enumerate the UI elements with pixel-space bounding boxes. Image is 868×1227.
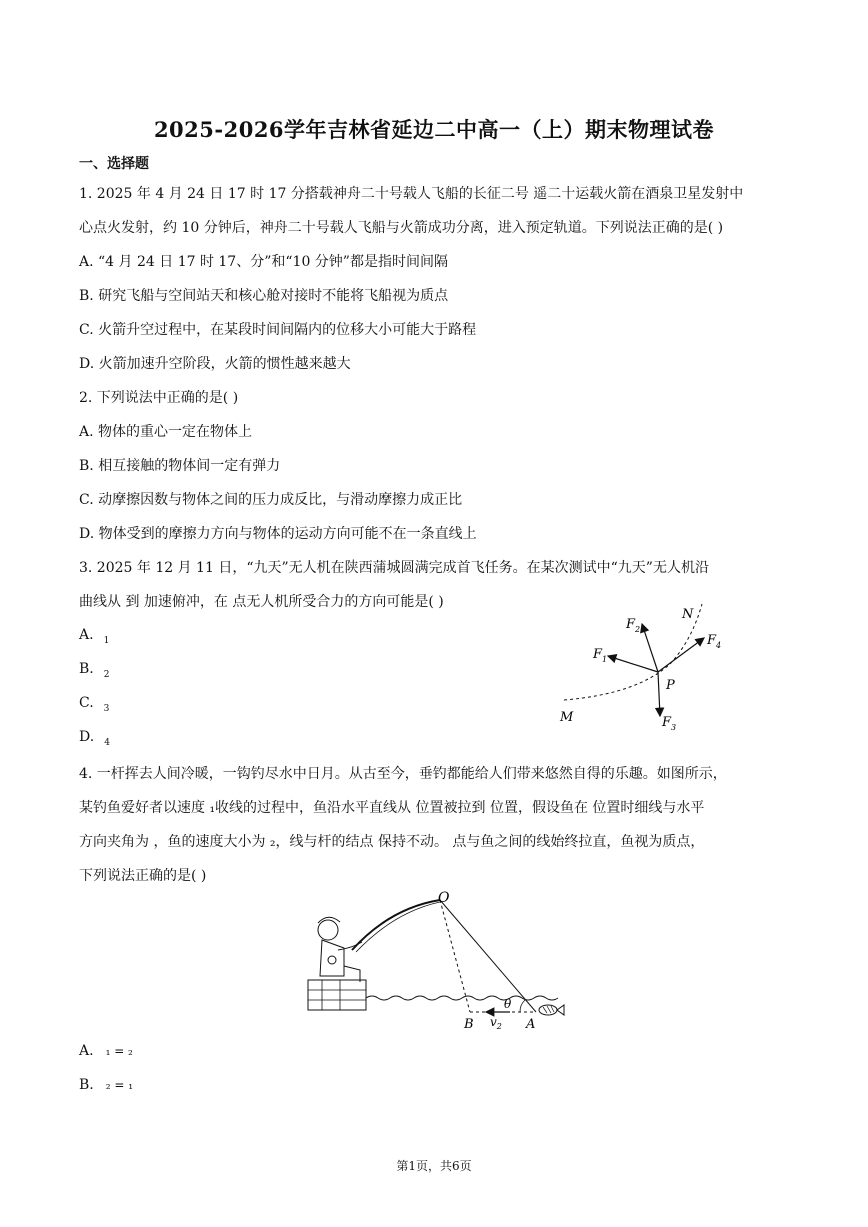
label-m: M: [560, 710, 574, 725]
label-f2: $F_2$: [626, 617, 641, 634]
force-f1-arrow: [608, 656, 658, 672]
q3-option-d-label: D.: [79, 729, 95, 745]
q2-option-a: A. 物体的重心一定在物体上: [79, 424, 253, 440]
q4-option-b: [79, 1077, 133, 1093]
q3-force-diagram: [552, 596, 752, 736]
q1-option-d: D. 火箭加速升空阶段，火箭的惯性越来越大: [79, 356, 351, 372]
q3-option-d: [79, 729, 110, 748]
page-footer: 第1页，共6页: [396, 1159, 472, 1173]
q2-option-b: B. 相互接触的物体间一定有弹力: [79, 458, 281, 474]
q1-stem-line1: 1. 2025 年 4 月 24 日 17 时 17 分搭载神舟二十号载人飞船的长征二号 遥二十运载火箭在酒泉卫星发射中: [79, 186, 744, 202]
q3-stem-line1: 3. 2025 年 12 月 11 日，“九天”无人机在陕西蒲城圆满完成首飞任务。在某次测试中“九天”无人机沿: [79, 560, 709, 576]
force-f2-arrow: [642, 624, 658, 672]
q4-fishing-diagram: [300, 890, 570, 1030]
q3-option-a-label: A.: [79, 627, 94, 643]
q4-stem-line3: 方向夹角为 ，鱼的速度大小为 ₂，线与杆的结点 保持不动。 点与鱼之间的线始终拉直，鱼视为质点，: [79, 834, 705, 850]
q1-option-a: A. “4 月 24 日 17 时 17、分”和“10 分钟”都是指时间间隔: [79, 254, 448, 270]
q4-option-b-label: B.: [79, 1077, 94, 1093]
q3-stem-line2: 曲线从 到 加速俯冲，在 点无人机所受合力的方向可能是( ): [79, 594, 444, 610]
q3-option-b: [79, 661, 110, 680]
string-to-a: [440, 900, 536, 1012]
q3-option-c: [79, 695, 110, 714]
q2-option-d: D. 物体受到的摩擦力方向与物体的运动方向可能不在一条直线上: [79, 526, 477, 542]
q1-stem-line2: 心点火发射，约 10 分钟后，神舟二十号载人飞船与火箭成功分离，进入预定轨道。下列说法正确的是( ): [79, 220, 724, 236]
label-p: P: [666, 678, 675, 693]
q3-option-a: [79, 627, 110, 646]
force-f4-arrow: [658, 638, 704, 672]
label-v2: $v_2$: [490, 1015, 502, 1030]
fisherman-figure: [318, 917, 362, 982]
label-f3: $F_3$: [662, 715, 677, 732]
fish-icon: [539, 1005, 564, 1015]
water-surface: [366, 996, 558, 1000]
q3-option-d-sub: 4: [104, 738, 110, 748]
page-title: 2025-2026学年吉林省延边二中高一（上）期末物理试卷: [153, 117, 715, 142]
label-n: N: [682, 607, 694, 622]
label-f1: $F_1$: [593, 647, 608, 664]
q3-option-c-sub: 3: [103, 704, 110, 714]
label-b: B: [464, 1017, 474, 1030]
force-f3-arrow: [658, 672, 660, 716]
section-heading: 一、选择题: [79, 156, 149, 172]
q4-stem-line4: 下列说法正确的是( ): [79, 868, 207, 884]
q3-option-a-sub: 1: [103, 636, 110, 646]
label-o: O: [438, 890, 450, 906]
q1-option-b: B. 研究飞船与空间站天和核心舱对接时不能将飞船视为质点: [79, 288, 449, 304]
label-a: A: [526, 1017, 536, 1030]
q4-option-b-text: ₂ = ₁: [105, 1078, 134, 1092]
q3-option-b-sub: 2: [103, 670, 110, 680]
q4-stem-line2: 某钓鱼爱好者以速度 ₁收线的过程中，鱼沿水平直线从 位置被拉到 位置，假设鱼在 位置时细线与水平: [79, 800, 705, 816]
q4-stem-line1: 4. 一杆挥去人间冷暖，一钩钓尽水中日月。从古至今，垂钓都能给人们带来悠然自得的乐趣。如图所示，: [79, 766, 727, 782]
q2-stem: 2. 下列说法中正确的是( ): [79, 390, 239, 406]
dock-platform: [308, 980, 366, 1010]
q4-option-a-label: A.: [79, 1043, 94, 1059]
q4-option-a: [79, 1043, 133, 1059]
angle-arc: [520, 1000, 525, 1012]
q1-option-c: C. 火箭升空过程中，在某段时间间隔内的位移大小可能大于路程: [79, 322, 477, 338]
q3-option-b-label: B.: [79, 661, 94, 677]
q2-option-c: C. 动摩擦因数与物体之间的压力成反比，与滑动摩擦力成正比: [79, 492, 463, 508]
q4-option-a-text: ₁ = ₂: [105, 1044, 133, 1058]
q3-option-c-label: C.: [79, 695, 94, 711]
label-f4: $F_4$: [707, 633, 722, 650]
label-theta: θ: [504, 997, 512, 1011]
